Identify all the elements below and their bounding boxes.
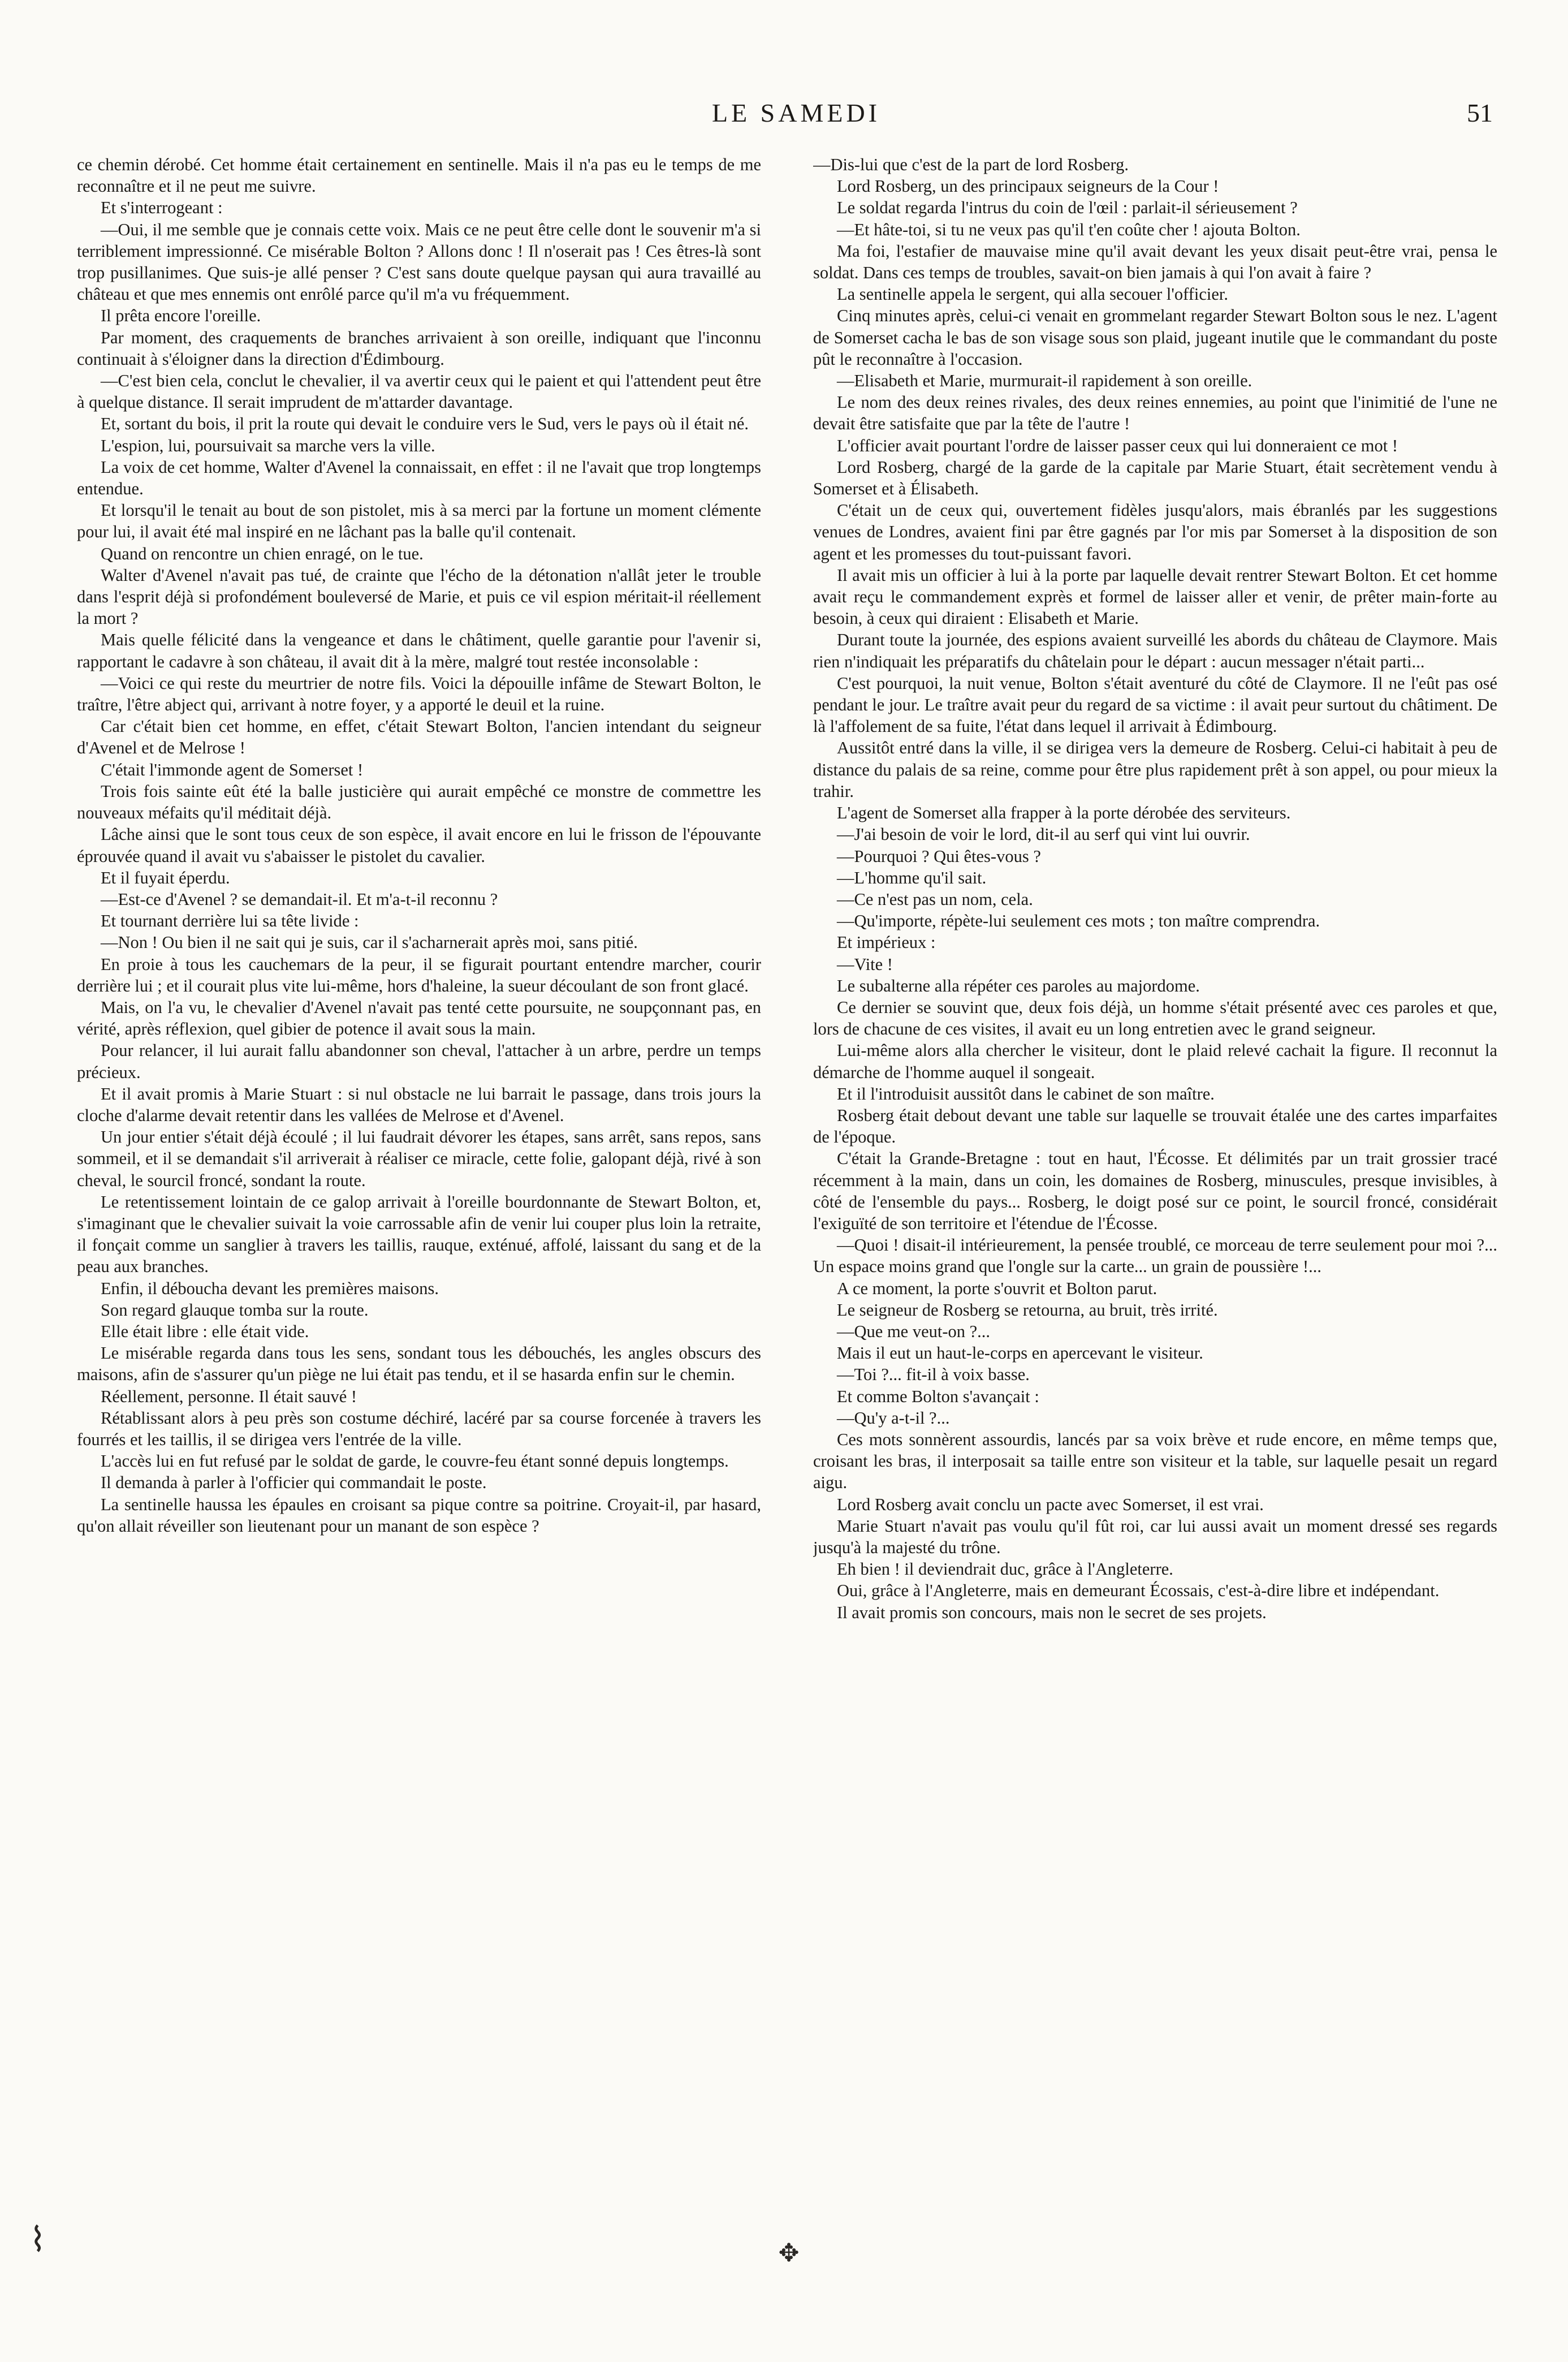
paragraph: La sentinelle haussa les épaules en croisant sa pique contre sa poitrine. Croyait-il, par hasard, qu'on allait réveiller son lieutenant pour un manant de son espèce ?	[77, 1494, 761, 1536]
paragraph: Lâche ainsi que le sont tous ceux de son espèce, il avait encore en lui le frisson de l'épouvante éprouvée quand il avait vu s'abaisser le pistolet du cavalier.	[77, 825, 761, 866]
paragraph: —Elisabeth et Marie, murmurait-il rapidement à son oreille.	[837, 371, 1252, 391]
paragraph: C'était l'immonde agent de Somerset !	[101, 760, 364, 779]
paragraph: Il avait promis son concours, mais non le secret de ses projets.	[837, 1602, 1267, 1622]
paragraph: Le misérable regarda dans tous les sens, sondant tous les débouchés, les angles obscurs des maisons, afin de s'assurer qu'un piège ne lui était pas tendu, et il se hasarda enfin sur le chemin.	[77, 1343, 761, 1385]
paragraph: —Et hâte-toi, si tu ne veux pas qu'il t'en coûte cher ! ajouta Bolton.	[837, 219, 1301, 239]
paragraph: —Ce n'est pas un nom, cela.	[837, 889, 1033, 909]
paragraph: Quand on rencontre un chien enragé, on le tue.	[101, 544, 424, 563]
paragraph: Et comme Bolton s'avançait :	[837, 1386, 1039, 1406]
paragraph: —Voici ce qui reste du meurtrier de notre fils. Voici la dépouille infâme de Stewart Bolton, le traître, l'être abject qui, arrivant à notre foyer, y a apporté le deuil et la ruine.	[77, 673, 761, 715]
paragraph: Mais il eut un haut-le-corps en apercevant le visiteur.	[837, 1343, 1203, 1363]
paragraph: —Dis-lui que c'est de la part de lord Rosberg.	[813, 155, 1129, 174]
paragraph: Par moment, des craquements de branches arrivaient à son oreille, indiquant que l'inconnu continuait à s'éloigner dans la direction d'Édimbourg.	[77, 327, 761, 369]
paragraph: L'accès lui en fut refusé par le soldat de garde, le couvre-feu étant sonné depuis longtemps.	[101, 1451, 729, 1471]
paragraph: Elle était libre : elle était vide.	[101, 1321, 309, 1341]
paragraph: Le soldat regarda l'intrus du coin de l'œil : parlait-il sérieusement ?	[837, 198, 1298, 218]
running-head	[0, 96, 1568, 136]
paragraph: —L'homme qu'il sait.	[837, 868, 987, 887]
paragraph: Le subalterne alla répéter ces paroles au majordome.	[837, 976, 1200, 995]
paragraph: Rosberg était debout devant une table sur laquelle se trouvait étalée une des cartes imparfaites de l'époque.	[813, 1105, 1497, 1147]
paragraph: Lui-même alors alla chercher le visiteur, dont le plaid relevé cachait la figure. Il reconnut la démarche de l'homme auquel il songeait.	[813, 1041, 1497, 1082]
paragraph: Cinq minutes après, celui-ci venait en grommelant regarder Stewart Bolton sous le nez. L'agent de Somerset cacha le bas de son visage sous son plaid, jugeant inutile que le commandant du poste pût le reconnaître à l'occasion.	[813, 306, 1497, 369]
paragraph: Mais, on l'a vu, le chevalier d'Avenel n'avait pas tenté cette poursuite, ne soupçonnant pas, en vérité, après réflexion, quel gibier de potence il avait sous la main.	[77, 997, 761, 1039]
paragraph: C'était un de ceux qui, ouvertement fidèles jusqu'alors, mais ébranlés par les suggestions venues de Londres, avaient fini par être gagnés par l'or mis par Somerset à la disposition de son agent et les promesses du tout-puissant favori.	[813, 501, 1497, 563]
paragraph: —Quoi ! disait-il intérieurement, la pensée troublé, ce morceau de terre seulement pour moi ?... Un espace moins grand que l'ongle sur la carte... un grain de poussière !...	[813, 1235, 1497, 1277]
journal-title: LE SAMEDI	[711, 98, 881, 127]
paragraph: Il prêta encore l'oreille.	[101, 306, 261, 326]
paragraph: C'était la Grande-Bretagne : tout en haut, l'Écosse. Et délimités par un trait grossier tracé récemment à la main, dans un coin, les domaines de Rosberg, minuscules, presque invisibles, à côté de l'ensemble du pays... Rosberg, le doigt posé sur ce point, le sourcil froncé, considérait l'exiguïté de son territoire et l'étendue de l'Écosse.	[813, 1149, 1497, 1233]
page-number: 51	[1467, 98, 1493, 127]
paragraph: Rétablissant alors à peu près son costume déchiré, lacéré par sa course forcenée à travers les fourrés et les taillis, il se dirigea vers l'entrée de la ville.	[77, 1408, 761, 1449]
paragraph: Trois fois sainte eût été la balle justicière qui aurait empêché ce monstre de commettre les nouveaux méfaits qu'il méditait déjà.	[77, 781, 761, 823]
paragraph: Lord Rosberg, chargé de la garde de la capitale par Marie Stuart, était secrètement vendu à Somerset et à Élisabeth.	[813, 457, 1497, 499]
paragraph: Oui, grâce à l'Angleterre, mais en demeurant Écossais, c'est-à-dire libre et indépendant.	[837, 1581, 1440, 1601]
paragraph: Réellement, personne. Il était sauvé !	[101, 1386, 357, 1406]
paragraph: Ces mots sonnèrent assourdis, lancés par sa voix brève et rude encore, en même temps que, croisant les bras, il interposait sa taille entre son visiteur et la table, sur laquelle pesait un regard aigu.	[813, 1429, 1497, 1493]
paragraph: —C'est bien cela, conclut le chevalier, il va avertir ceux qui le paient et qui l'attendent peut être à quelque distance. Il serait imprudent de m'attarder davantage.	[77, 371, 761, 412]
paragraph: —Non ! Ou bien il ne sait qui je suis, car il s'acharnerait après moi, sans pitié.	[101, 933, 638, 952]
paragraph: L'agent de Somerset alla frapper à la porte dérobée des serviteurs.	[837, 803, 1291, 823]
paragraph: —Qu'importe, répète-lui seulement ces mots ; ton maître comprendra.	[837, 911, 1320, 931]
paragraph: Son regard glauque tomba sur la route.	[101, 1300, 369, 1320]
paragraph: Le retentissement lointain de ce galop arrivait à l'oreille bourdonnante de Stewart Bolton, et, s'imaginant que le chevalier suivait la voie carrossable afin de venir lui couper plus loin la retraite, il fonçait comme un sanglier à travers les taillis, rauque, exténué, affolé, laissant du sang et de la peau aux branches.	[77, 1192, 761, 1277]
paragraph: A ce moment, la porte s'ouvrit et Bolton parut.	[837, 1278, 1157, 1298]
paragraph: C'est pourquoi, la nuit venue, Bolton s'était aventuré du côté de Claymore. Il ne l'eût pas osé pendant le jour. Le traître avait peur du regard de sa victime : il avait peur surtout du châtiment. De là l'affolement de sa fuite, l'état dans lequel il arrivait à Édimbourg.	[813, 673, 1497, 736]
paragraph: —J'ai besoin de voir le lord, dit-il au serf qui vint lui ouvrir.	[837, 825, 1250, 844]
left-text-column	[77, 154, 761, 2269]
paragraph: Et impérieux :	[837, 933, 936, 952]
paragraph: Mais quelle félicité dans la vengeance et dans le châtiment, quelle garantie pour l'avenir si, rapportant le cadavre à son château, il avait dit à la mère, malgré tout restée inconsolable :	[77, 630, 761, 671]
paragraph: —Toi ?... fit-il à voix basse.	[837, 1365, 1030, 1385]
paragraph: Lord Rosberg avait conclu un pacte avec Somerset, il est vrai.	[837, 1494, 1264, 1514]
paragraph: —Vite !	[837, 954, 893, 974]
paragraph: Walter d'Avenel n'avait pas tué, de crainte que l'écho de la détonation n'allât jeter le trouble dans l'esprit déjà si profondément bouleversé de Marie, et puis ce vil espion méritait-il réellement la mort ?	[77, 565, 761, 628]
printer-ornament: ✥	[778, 2239, 800, 2267]
paragraph: L'espion, lui, poursuivait sa marche vers la ville.	[101, 436, 435, 455]
paragraph: Et il l'introduisit aussitôt dans le cabinet de son maître.	[837, 1084, 1215, 1104]
paragraph: Lord Rosberg, un des principaux seigneurs de la Cour !	[837, 176, 1219, 196]
paragraph: Et s'interrogeant :	[101, 198, 223, 218]
paragraph: —Est-ce d'Avenel ? se demandait-il. Et m'a-t-il reconnu ?	[101, 889, 498, 909]
paragraph: Aussitôt entré dans la ville, il se dirigea vers la demeure de Rosberg. Celui-ci habitait à peu de distance du palais de sa reine, comme pour être plus rapidement prêt à son appel, ou pour mieux la trahir.	[813, 738, 1497, 801]
paragraph: Le seigneur de Rosberg se retourna, au bruit, très irrité.	[837, 1300, 1218, 1320]
paragraph: Le nom des deux reines rivales, des deux reines ennemies, au point que l'inimitié de l'une ne devait être satisfaite que par la tête de l'autre !	[813, 393, 1497, 434]
paragraph: —Qu'y a-t-il ?...	[837, 1408, 950, 1428]
paragraph: —Pourquoi ? Qui êtes-vous ?	[837, 846, 1041, 866]
paragraph: La voix de cet homme, Walter d'Avenel la connaissait, en effet : il ne l'avait que trop longtemps entendue.	[77, 457, 761, 499]
paragraph: Ma foi, l'estafier de mauvaise mine qu'il avait devant les yeux disait peut-être vrai, pensa le soldat. Dans ces temps de troubles, savait-on bien jamais à qui l'on avait à faire ?	[813, 241, 1497, 283]
paragraph: Et, sortant du bois, il prit la route qui devait le conduire vers le Sud, vers le pays où il était né.	[101, 414, 749, 434]
paragraph: Il avait mis un officier à lui à la porte par laquelle devait rentrer Stewart Bolton. Et cet homme avait reçu le commandement exprès et formel de laisser aller et venir, de prêter main-forte au besoin, à ceux qui diraient : Elisabeth et Marie.	[813, 565, 1497, 628]
paragraph: Un jour entier s'était déjà écoulé ; il lui faudrait dévorer les étapes, sans arrêt, sans repos, sans sommeil, et il se demandait s'il arriverait à réaliser ce miracle, cette folie, galopant déjà, rivé à son cheval, le sourcil froncé, sondant la route.	[77, 1127, 761, 1190]
paragraph: Marie Stuart n'avait pas voulu qu'il fût roi, car lui aussi avait un moment dressé ses regards jusqu'à la majesté du trône.	[813, 1516, 1497, 1557]
paragraph: —Oui, il me semble que je connais cette voix. Mais ce ne peut être celle dont le souvenir m'a si terriblement impressionné. Ce misérable Bolton ? Allons donc ! Il n'oserait pas ! Ces êtres-là sont trop pusillanimes. Que suis-je allé penser ? C'est sans doute quelque paysan qui aura travaillé au château et que mes ennemis ont enrôlé parce qu'il m'a vu fréquemment.	[77, 219, 761, 304]
paragraph: Enfin, il déboucha devant les premières maisons.	[101, 1278, 439, 1298]
paragraph: Pour relancer, il lui aurait fallu abandonner son cheval, l'attacher à un arbre, perdre un temps précieux.	[77, 1041, 761, 1082]
paragraph: Ce dernier se souvint que, deux fois déjà, un homme s'était présenté avec ces paroles et que, lors de chacune de ces visites, il avait eu un long entretien avec le grand seigneur.	[813, 997, 1497, 1039]
paragraph: ce chemin dérobé. Cet homme était certainement en sentinelle. Mais il n'a pas eu le temps de me reconnaître et il ne peut me suivre.	[77, 155, 761, 196]
paragraph: Il demanda à parler à l'officier qui commandait le poste.	[101, 1473, 487, 1493]
right-text-column	[813, 154, 1497, 2269]
paragraph: L'officier avait pourtant l'ordre de laisser passer ceux qui lui donneraient ce mot !	[837, 436, 1398, 455]
paragraph: —Que me veut-on ?...	[837, 1321, 991, 1341]
paragraph: Et tournant derrière lui sa tête livide :	[101, 911, 359, 931]
paragraph: Car c'était bien cet homme, en effet, c'était Stewart Bolton, l'ancien intendant du seigneur d'Avenel et de Melrose !	[77, 717, 761, 758]
paragraph: Et il fuyait éperdu.	[101, 868, 230, 887]
paragraph: Et lorsqu'il le tenait au bout de son pistolet, mis à sa merci par la fortune un moment clémente pour lui, il avait été mal inspiré en ne lâchant pas la balle qu'il contenait.	[77, 501, 761, 542]
paragraph: En proie à tous les cauchemars de la peur, il se figurait pourtant entendre marcher, courir derrière lui ; et il courait plus vite lui-même, hors d'haleine, la sueur découlant de son front glacé.	[77, 954, 761, 995]
paragraph: Et il avait promis à Marie Stuart : si nul obstacle ne lui barrait le passage, dans trois jours la cloche d'alarme devait retentir dans les vallées de Melrose et d'Avenel.	[77, 1084, 761, 1125]
paragraph: Eh bien ! il deviendrait duc, grâce à l'Angleterre.	[837, 1559, 1173, 1579]
paragraph: La sentinelle appela le sergent, qui alla secouer l'officier.	[837, 285, 1229, 304]
paragraph: Durant toute la journée, des espions avaient surveillé les abords du château de Claymore. Mais rien n'indiquait les préparatifs du châtelain pour le départ : aucun messager n'était parti...	[813, 630, 1497, 671]
margin-pencil-mark: ⌇	[29, 2221, 46, 2258]
